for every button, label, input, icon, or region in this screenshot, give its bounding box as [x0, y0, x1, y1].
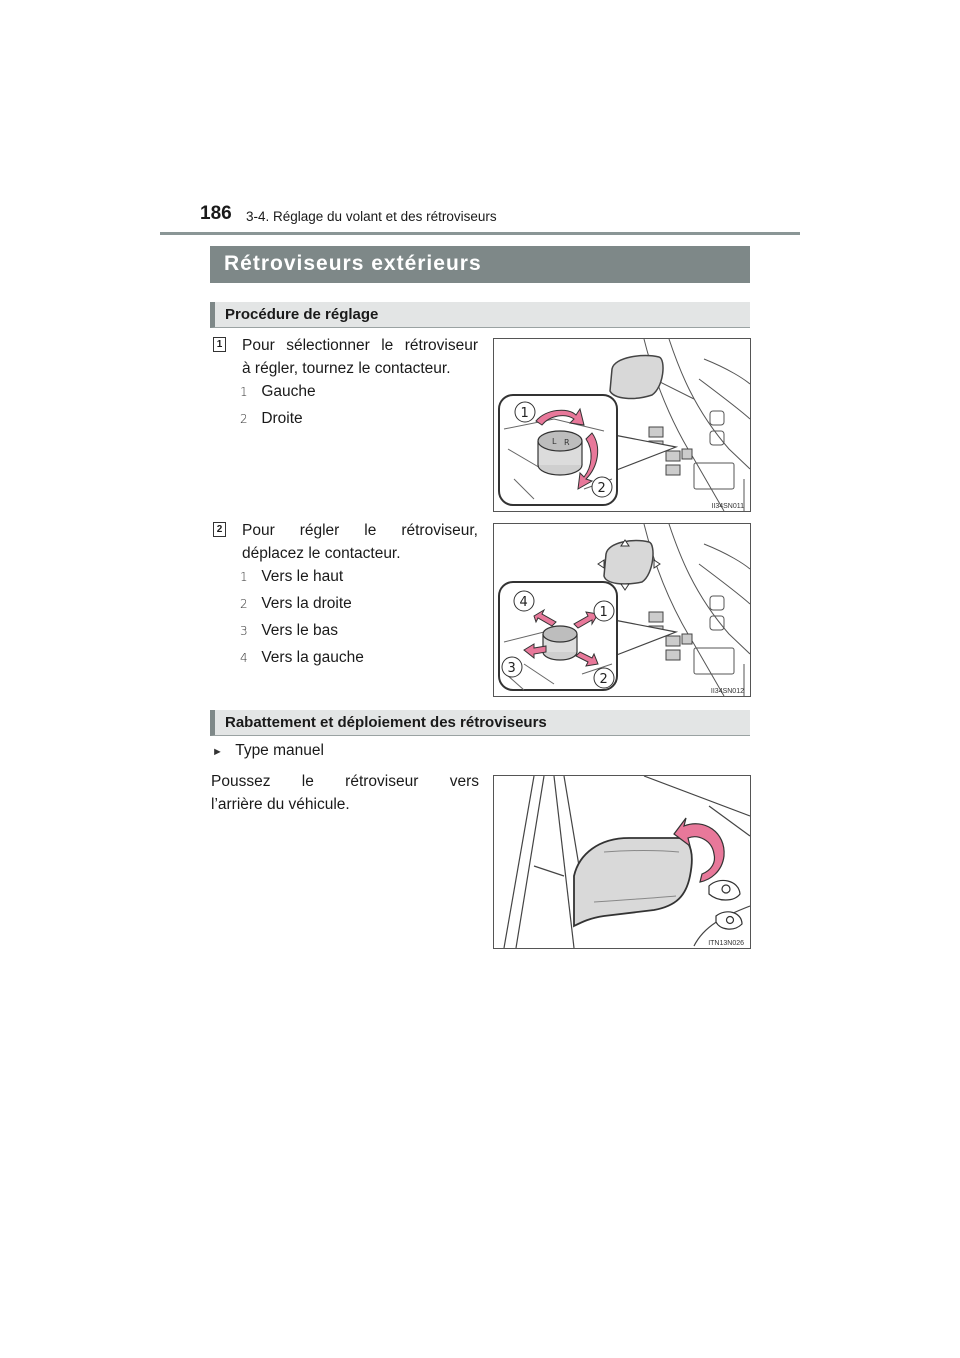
figure-mirror-fold	[493, 775, 751, 949]
type-manual-label: Type manuel	[235, 742, 324, 759]
item-number: 4	[240, 651, 248, 665]
callout-1: 1	[520, 406, 529, 421]
item-label: Vers le haut	[261, 568, 344, 585]
figure-code: ITN13N026	[708, 940, 744, 947]
figure-mirror-select	[493, 338, 751, 512]
step-1-line-2: à régler, tournez le contacteur.	[242, 360, 451, 377]
item-number: 1	[240, 385, 248, 399]
figure-code: II34SN011	[711, 503, 744, 510]
type-manual-line	[212, 742, 324, 760]
step-1-item-1	[240, 383, 316, 401]
folding-line-1: Poussez le rétroviseur vers	[211, 773, 479, 790]
step-2-line-2: déplacez le contacteur.	[242, 545, 401, 562]
mirror-fold-illustration	[494, 776, 750, 948]
subheading-procedure: Procédure de réglage	[210, 302, 750, 328]
step-1-line-1: Pour sélectionner le rétroviseur	[242, 337, 478, 354]
item-label: Gauche	[261, 383, 316, 400]
svg-text:L: L	[552, 437, 557, 446]
item-label: Vers la gauche	[261, 649, 364, 666]
item-number: 2	[240, 412, 248, 426]
side-mirror-shape	[610, 356, 663, 399]
step-2-item-1	[240, 568, 343, 586]
mirror-adjust-illustration	[494, 524, 750, 696]
section-title: Rétroviseurs extérieurs	[210, 246, 750, 283]
step-1-badge: 1	[213, 337, 226, 352]
item-number: 2	[240, 597, 248, 611]
svg-text:R: R	[564, 438, 570, 447]
step-1-item-2	[240, 410, 303, 428]
callout-2: 2	[597, 481, 606, 496]
item-label: Vers le bas	[261, 622, 338, 639]
step-2-item-3	[240, 622, 338, 640]
figure-mirror-adjust	[493, 523, 751, 697]
bullet-triangle-icon: ►	[212, 746, 223, 758]
header-rule	[160, 232, 800, 235]
step-2-item-2	[240, 595, 352, 613]
callout-1: 1	[599, 605, 608, 620]
subheading-folding: Rabattement et déploiement des rétroviseurs	[210, 710, 750, 736]
step-2-badge: 2	[213, 522, 226, 537]
chapter-title: 3-4. Réglage du volant et des rétroviseurs	[246, 209, 497, 224]
step-2-line-1: Pour régler le rétroviseur,	[242, 522, 478, 539]
page-number: 186	[200, 203, 232, 224]
item-number: 1	[240, 570, 248, 584]
step-2-item-4	[240, 649, 364, 667]
folding-line-2: l’arrière du véhicule.	[211, 796, 350, 813]
figure-code: II34SN012	[710, 688, 744, 695]
item-number: 3	[240, 624, 248, 638]
callout-2: 2	[599, 672, 608, 687]
side-mirror-shape	[604, 541, 653, 585]
item-label: Droite	[261, 410, 303, 427]
item-label: Vers la droite	[261, 595, 352, 612]
callout-3: 3	[507, 661, 516, 676]
mirror-select-illustration	[494, 339, 750, 511]
callout-4: 4	[519, 595, 528, 610]
